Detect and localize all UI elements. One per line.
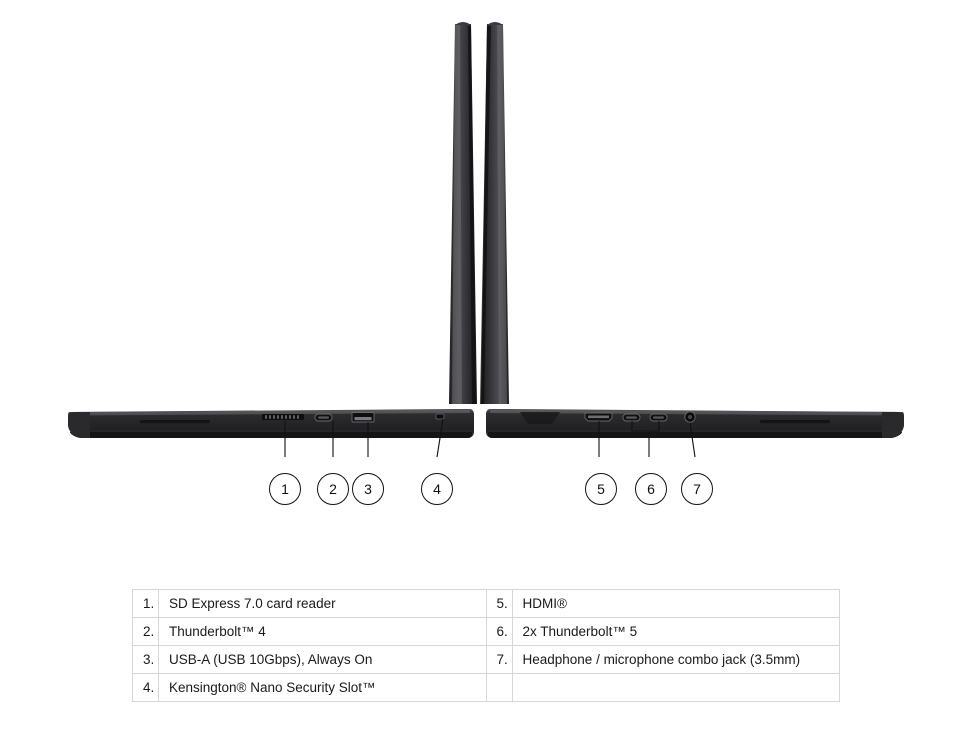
callout-3[interactable]: 3 bbox=[352, 473, 384, 505]
legend-number-empty bbox=[486, 674, 512, 702]
legend-number-4: 4. bbox=[133, 674, 159, 702]
callout-2[interactable]: 2 bbox=[317, 473, 349, 505]
thunderbolt-5-port-2 bbox=[650, 414, 667, 421]
legend-number-5: 5. bbox=[486, 590, 512, 618]
callout-4[interactable]: 4 bbox=[421, 473, 453, 505]
callout-6[interactable]: 6 bbox=[635, 473, 667, 505]
right-vent-grille bbox=[760, 420, 830, 423]
legend-text-2: Thunderbolt™ 4 bbox=[159, 618, 487, 646]
legend-number-2: 2. bbox=[133, 618, 159, 646]
table-row bbox=[133, 590, 840, 618]
legend-text-1: SD Express 7.0 card reader bbox=[159, 590, 487, 618]
legend-number-7: 7. bbox=[486, 646, 512, 674]
legend-number-6: 6. bbox=[486, 618, 512, 646]
thunderbolt-4-port bbox=[315, 414, 332, 421]
legend-text-empty bbox=[512, 674, 840, 702]
usb-a-port bbox=[352, 413, 374, 423]
table-row bbox=[133, 674, 840, 702]
kensington-nano-security-slot bbox=[436, 414, 444, 419]
hdmi-port bbox=[585, 413, 612, 421]
legend-text-6: 2x Thunderbolt™ 5 bbox=[512, 618, 840, 646]
port-legend-table bbox=[132, 589, 840, 702]
legend-text-4: Kensington® Nano Security Slot™ bbox=[159, 674, 487, 702]
left-laptop-group bbox=[68, 22, 477, 457]
legend-number-1: 1. bbox=[133, 590, 159, 618]
table-row bbox=[133, 646, 840, 674]
sd-card-reader-port bbox=[262, 414, 304, 420]
callout-5[interactable]: 5 bbox=[585, 473, 617, 505]
left-laptop-lid bbox=[449, 22, 477, 404]
thunderbolt-5-port-1 bbox=[623, 414, 640, 421]
callout-7[interactable]: 7 bbox=[681, 473, 713, 505]
right-laptop-base bbox=[486, 409, 904, 438]
legend-text-5: HDMI® bbox=[512, 590, 840, 618]
headphone-combo-jack-port bbox=[685, 412, 695, 422]
callout-1[interactable]: 1 bbox=[269, 473, 301, 505]
legend-text-3: USB-A (USB 10Gbps), Always On bbox=[159, 646, 487, 674]
left-laptop-base bbox=[68, 409, 474, 438]
right-laptop-lid bbox=[480, 22, 509, 404]
table-row bbox=[133, 618, 840, 646]
right-laptop-group bbox=[480, 22, 904, 457]
legend-text-7: Headphone / microphone combo jack (3.5mm) bbox=[512, 646, 840, 674]
left-vent-grille bbox=[140, 420, 210, 423]
legend-number-3: 3. bbox=[133, 646, 159, 674]
